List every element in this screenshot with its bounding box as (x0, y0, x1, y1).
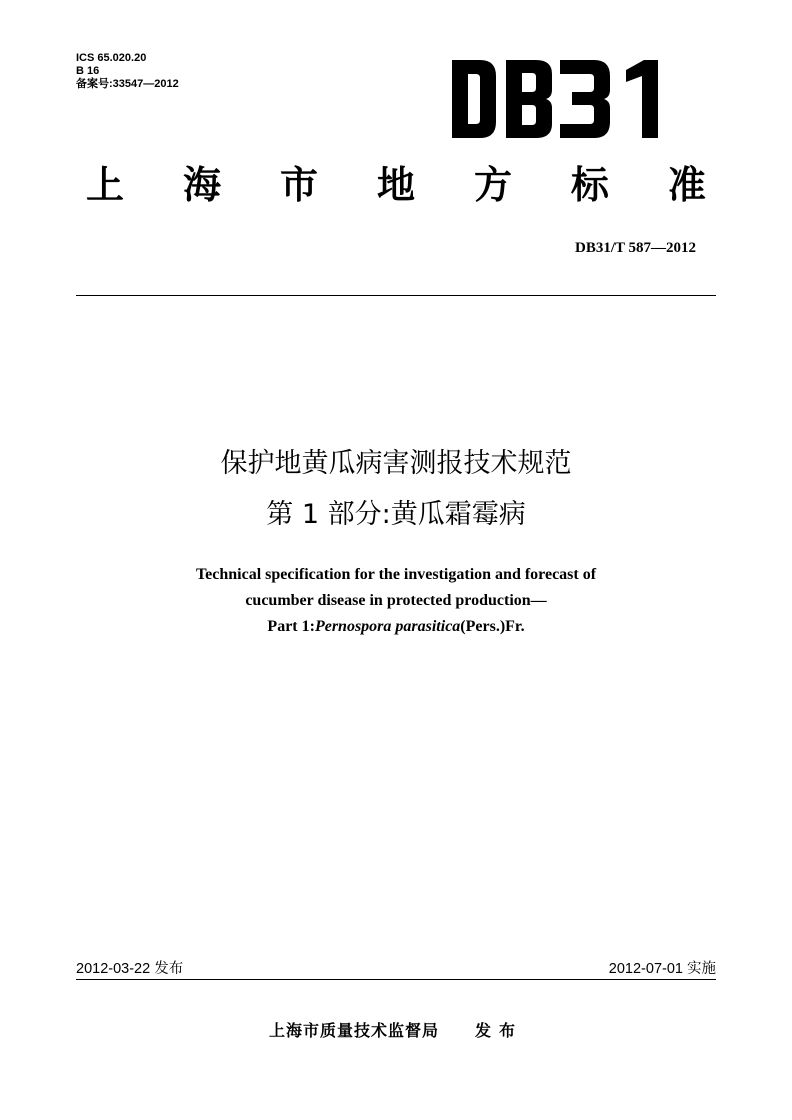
organization-name (86, 160, 706, 210)
title-en-species: Pernospora parasitica (314, 618, 461, 635)
org-char: 标 (570, 163, 609, 207)
org-char: 准 (667, 163, 706, 207)
implementation-date: 2012-07-01 实施 (608, 961, 716, 977)
issuer-action: 发布 (475, 1021, 524, 1040)
issuer-line (0, 1018, 792, 1041)
org-char: 市 (279, 163, 318, 207)
title-en-author: (Pers.)Fr. (460, 618, 525, 635)
issue-date: 2012-03-22 发布 (76, 961, 184, 977)
title-en-line2: cucumber disease in protected production— (245, 592, 547, 609)
title-cn-line2: 第 1 部分:黄瓜霜霉病 (266, 499, 526, 530)
title-en-part: Part 1: (267, 618, 315, 635)
org-char: 上 (86, 163, 125, 207)
top-divider (76, 295, 716, 296)
ics-code: ICS 65.020.20 (76, 52, 147, 64)
document-meta (76, 52, 179, 91)
org-char: 方 (473, 163, 512, 207)
db31-logo (450, 58, 668, 140)
ccs-code: B 16 (76, 65, 100, 77)
issuer-name: 上海市质量技术监督局 (268, 1021, 439, 1040)
org-char: 地 (376, 163, 415, 207)
filing-number: 备案号:33547—2012 (76, 78, 179, 90)
title-cn-line1: 保护地黄瓜病害测报技术规范 (220, 448, 572, 479)
title-en-line1: Technical specification for the investigation and forecast of (195, 566, 597, 583)
title-en-line3 (0, 614, 792, 640)
standard-number: DB31/T 587—2012 (575, 240, 696, 256)
org-char: 海 (182, 163, 221, 207)
bottom-divider (76, 979, 716, 980)
